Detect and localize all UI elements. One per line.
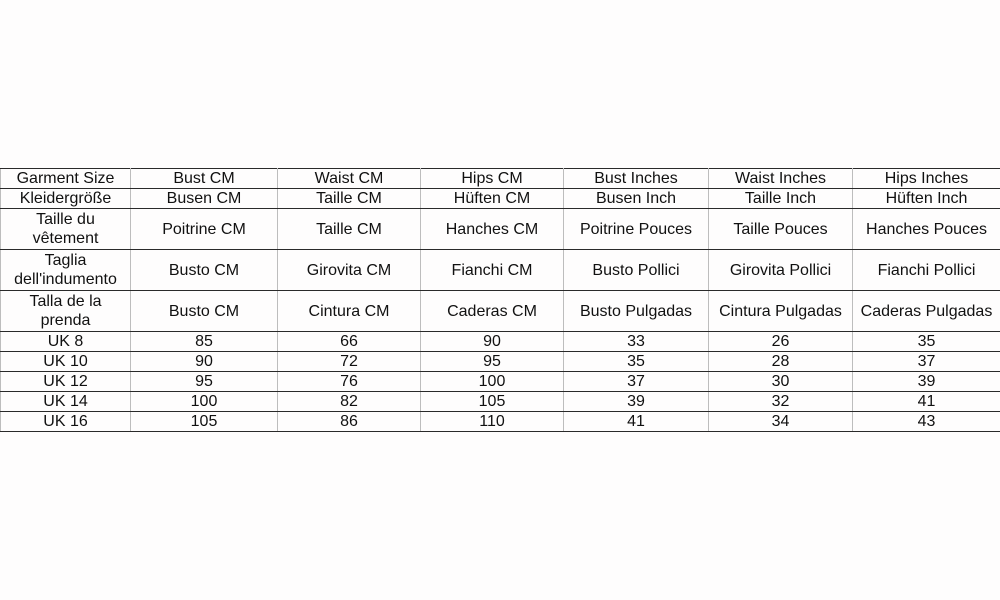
table-cell: 100 <box>131 392 278 412</box>
header-cell: Busen Inch <box>564 189 709 209</box>
header-cell: Taglia dell'indumento <box>1 250 131 291</box>
table-row <box>1 392 1000 412</box>
header-cell: Waist Inches <box>709 169 853 189</box>
table-cell: 39 <box>564 392 709 412</box>
header-cell: Taille CM <box>278 189 421 209</box>
table-cell: 105 <box>421 392 564 412</box>
table-cell: 34 <box>709 412 853 432</box>
header-cell: Cintura Pulgadas <box>709 291 853 332</box>
size-label-cell: UK 12 <box>1 372 131 392</box>
header-cell: Hüften CM <box>421 189 564 209</box>
table-cell: 35 <box>853 332 1000 352</box>
header-row-spanish <box>1 291 1000 332</box>
header-cell: Hanches CM <box>421 209 564 250</box>
header-cell: Talla de la prenda <box>1 291 131 332</box>
header-row-german <box>1 189 1000 209</box>
table-cell: 76 <box>278 372 421 392</box>
table-cell: 32 <box>709 392 853 412</box>
header-cell: Hanches Pouces <box>853 209 1000 250</box>
table-cell: 41 <box>853 392 1000 412</box>
header-row-english <box>1 169 1000 189</box>
header-cell: Hüften Inch <box>853 189 1000 209</box>
size-label-cell: UK 14 <box>1 392 131 412</box>
size-label-cell: UK 16 <box>1 412 131 432</box>
table-cell: 110 <box>421 412 564 432</box>
header-cell: Busen CM <box>131 189 278 209</box>
header-cell: Bust CM <box>131 169 278 189</box>
header-cell: Hips Inches <box>853 169 1000 189</box>
table-cell: 39 <box>853 372 1000 392</box>
table-cell: 100 <box>421 372 564 392</box>
header-cell: Busto Pollici <box>564 250 709 291</box>
table-row <box>1 412 1000 432</box>
header-cell: Bust Inches <box>564 169 709 189</box>
header-cell: Busto CM <box>131 250 278 291</box>
table-row <box>1 332 1000 352</box>
header-cell: Taille du vêtement <box>1 209 131 250</box>
table-cell: 33 <box>564 332 709 352</box>
table-cell: 82 <box>278 392 421 412</box>
header-cell: Girovita Pollici <box>709 250 853 291</box>
table-cell: 28 <box>709 352 853 372</box>
header-cell: Poitrine Pouces <box>564 209 709 250</box>
table-cell: 41 <box>564 412 709 432</box>
table-cell: 95 <box>131 372 278 392</box>
header-cell: Girovita CM <box>278 250 421 291</box>
header-cell: Caderas Pulgadas <box>853 291 1000 332</box>
table-cell: 30 <box>709 372 853 392</box>
header-cell: Fianchi Pollici <box>853 250 1000 291</box>
header-cell: Taille CM <box>278 209 421 250</box>
size-label-cell: UK 8 <box>1 332 131 352</box>
size-label-cell: UK 10 <box>1 352 131 372</box>
table-row <box>1 372 1000 392</box>
table-cell: 72 <box>278 352 421 372</box>
table-row <box>1 352 1000 372</box>
size-chart-table <box>0 168 1000 432</box>
header-cell: Garment Size <box>1 169 131 189</box>
header-cell: Cintura CM <box>278 291 421 332</box>
header-row-italian <box>1 250 1000 291</box>
header-cell: Caderas CM <box>421 291 564 332</box>
header-cell: Busto Pulgadas <box>564 291 709 332</box>
header-cell: Taille Pouces <box>709 209 853 250</box>
table-cell: 26 <box>709 332 853 352</box>
table-cell: 37 <box>564 372 709 392</box>
table-cell: 105 <box>131 412 278 432</box>
header-row-french <box>1 209 1000 250</box>
table-cell: 86 <box>278 412 421 432</box>
table-cell: 66 <box>278 332 421 352</box>
header-cell: Poitrine CM <box>131 209 278 250</box>
header-cell: Busto CM <box>131 291 278 332</box>
header-cell: Kleidergröße <box>1 189 131 209</box>
header-cell: Fianchi CM <box>421 250 564 291</box>
table-cell: 85 <box>131 332 278 352</box>
table-cell: 43 <box>853 412 1000 432</box>
table-cell: 90 <box>131 352 278 372</box>
header-cell: Taille Inch <box>709 189 853 209</box>
header-cell: Waist CM <box>278 169 421 189</box>
table-cell: 35 <box>564 352 709 372</box>
table-cell: 95 <box>421 352 564 372</box>
header-cell: Hips CM <box>421 169 564 189</box>
table-cell: 90 <box>421 332 564 352</box>
table-cell: 37 <box>853 352 1000 372</box>
